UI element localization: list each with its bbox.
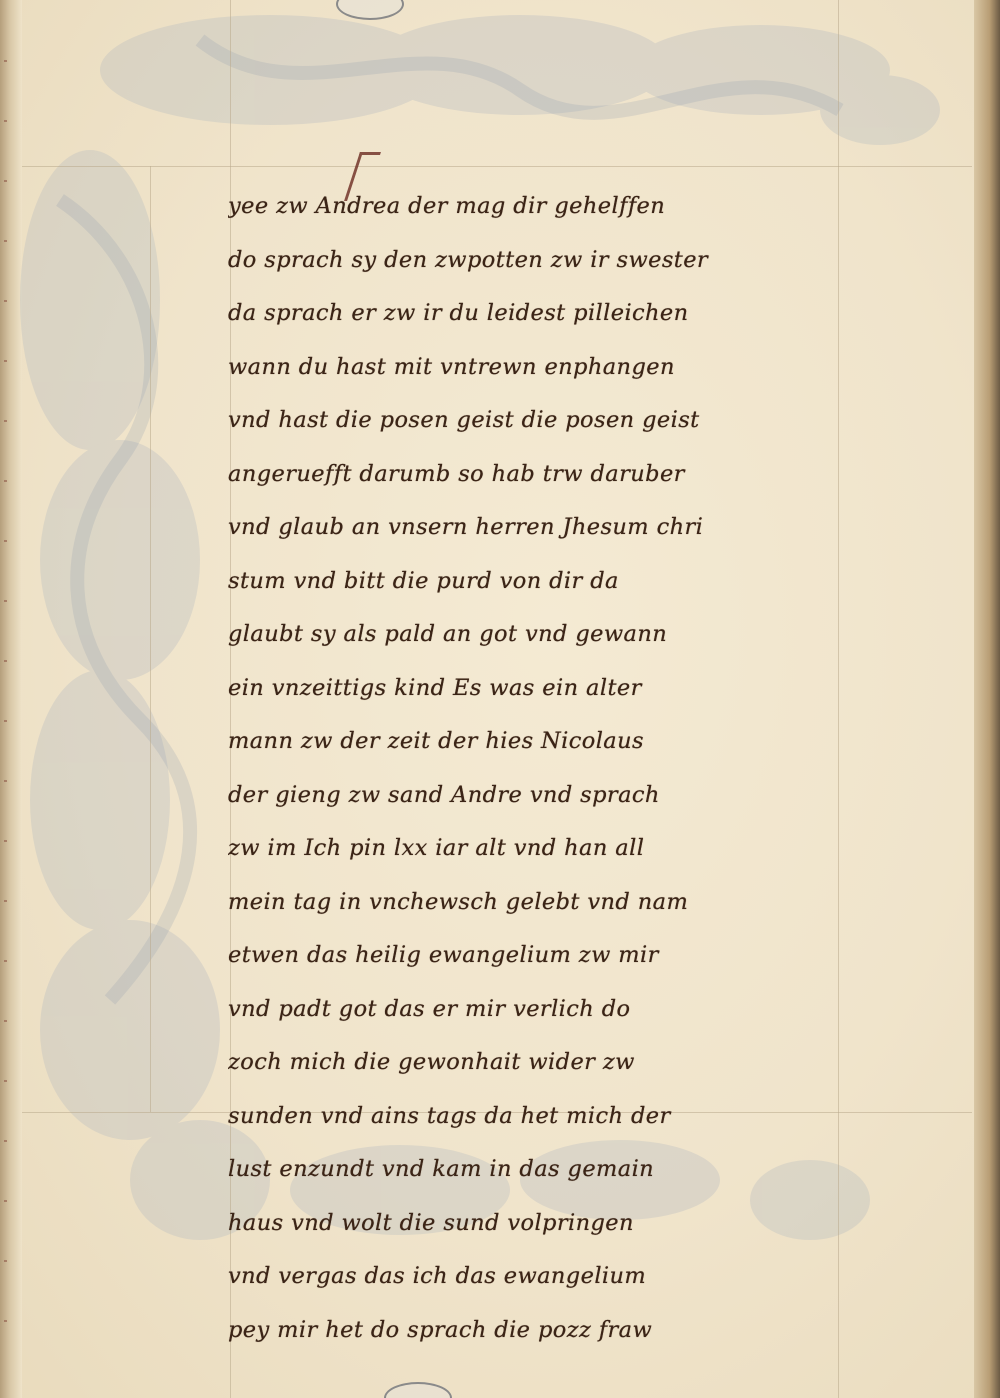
- text-line: etwen das heilig ewangelium zw mir: [228, 942, 659, 968]
- ruling-left-outer: [150, 166, 151, 1112]
- text-line: vnd glaub an vnsern herren Jhesum chri: [228, 514, 704, 540]
- text-line: do sprach sy den zwpotten zw ir swester: [228, 246, 709, 273]
- text-line: haus vnd wolt die sund volpringen: [228, 1209, 634, 1236]
- text-line: vnd vergas das ich das ewangelium: [228, 1263, 647, 1289]
- text-line: wann du hast mit vntrewn enphangen: [228, 353, 675, 380]
- text-line: angeruefft darumb so hab trw daruber: [228, 460, 685, 487]
- page-edge: [974, 0, 1000, 1398]
- text-line: vnd hast die posen geist die posen geist: [228, 407, 700, 433]
- text-line: glaubt sy als pald an got vnd gewann: [228, 621, 668, 647]
- manuscript-text: [228, 180, 840, 1357]
- clip-bottom: [384, 1382, 452, 1398]
- text-line: der gieng zw sand Andre vnd sprach: [228, 781, 660, 808]
- text-line: sunden vnd ains tags da het mich der: [228, 1102, 671, 1129]
- text-line: mann zw der zeit der hies Nicolaus: [228, 728, 644, 754]
- clip-top: [336, 0, 404, 20]
- text-line: zw im Ich pin lxx iar alt vnd han all: [228, 835, 645, 861]
- text-line: zoch mich die gewonhait wider zw: [228, 1049, 635, 1075]
- text-line: mein tag in vnchewsch gelebt vnd nam: [228, 888, 689, 915]
- text-line: vnd padt got das er mir verlich do: [228, 995, 631, 1022]
- text-line: ein vnzeittigs kind Es was ein alter: [228, 674, 642, 701]
- text-line: yee zw Andrea der mag dir gehelffen: [228, 193, 666, 219]
- text-line: lust enzundt vnd kam in das gemain: [228, 1156, 655, 1182]
- text-line: stum vnd bitt die purd von dir da: [228, 567, 619, 594]
- ruling-top: [22, 166, 972, 167]
- text-line: da sprach er zw ir du leidest pilleichen: [228, 300, 689, 326]
- binding-gutter: [0, 0, 22, 1398]
- text-line: pey mir het do sprach die pozz fraw: [228, 1316, 653, 1343]
